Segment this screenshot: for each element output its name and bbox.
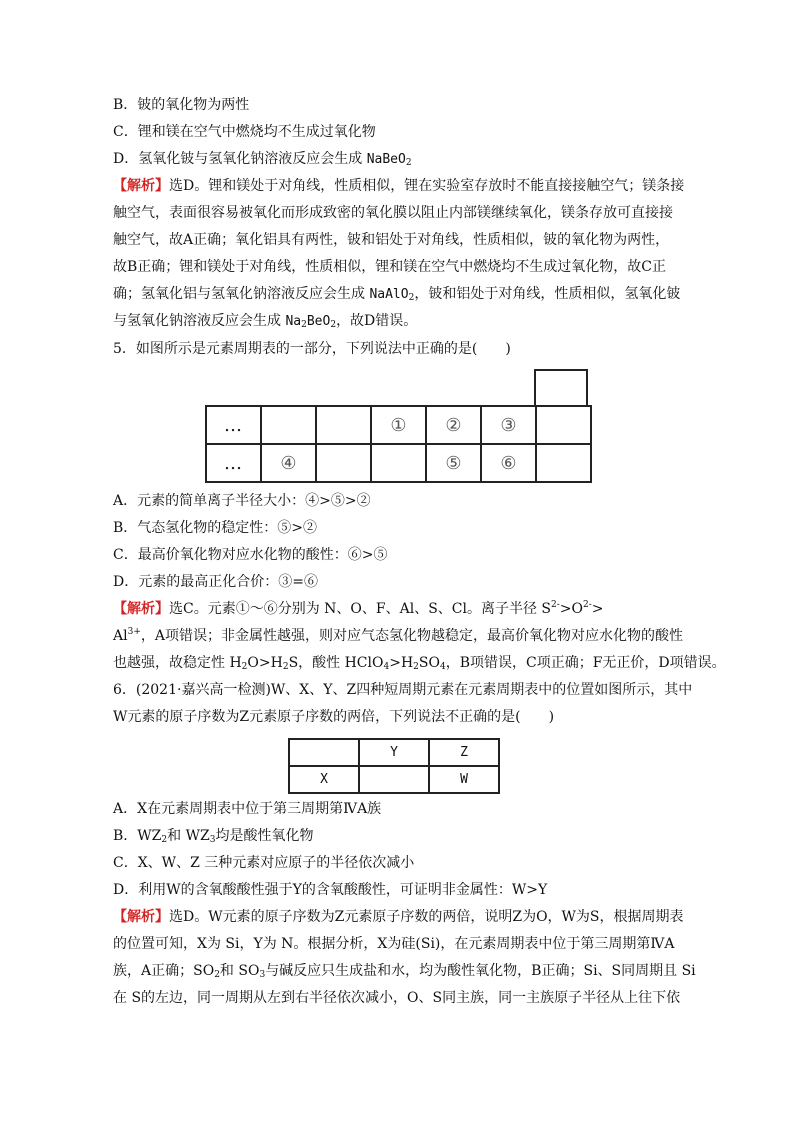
pt-cell [371,444,426,482]
q4-option-b: B．铍的氧化物为两性 [113,97,250,113]
q6-cell: Z [429,739,499,766]
q6-option-b-c: 均是酸性氧化物 [215,828,314,844]
q4-explain-line-5 [113,284,685,305]
q5-explain-line-1 [113,599,685,619]
q4-explain-6f1: Na [285,314,302,329]
q4-explain-5f: NaAlO [369,287,409,302]
q5-explain-3s1: 2 [241,662,248,672]
pt-cell: … [206,406,261,444]
q4-explain-5s: 2 [408,293,415,303]
pt-cell [536,444,591,482]
q5-stem: 5．如图所示是元素周期表的一部分，下列说法中正确的是( ) [113,341,511,357]
q6-option-b-s2: 3 [209,835,216,845]
q5-explain-3s4: 2 [413,662,419,672]
q4-explain-6a: 与氢氧化钠溶液反应会生成 [113,313,286,329]
explain-tag: 【解析】 [113,601,169,617]
q6-stem-line-2: W元素的原子序数为Z元素原子序数的两倍，下列说法不正确的是( ) [113,709,555,725]
q5-explain-3s5: 4 [439,662,446,672]
explain-tag: 【解析】 [113,178,169,194]
q4-explain-line-6 [113,311,685,332]
q6-stem-line-1: 6．(2021·嘉兴高一检测)W、X、Y、Z四种短周期元素在元素周期表中的位置如图所示，其中 [113,682,693,698]
periodic-table-row-2 [206,444,591,482]
q6-explain-line-3 [113,961,696,981]
q5-explain-1: 选C。元素①～⑥分别为 N、O、F、Al、S、Cl。离子半径 S [169,601,552,617]
q4-option-d [113,149,685,170]
pt-cell: ⑤ [426,444,481,482]
pt-cell [316,444,371,482]
q6-option-d: D．利用W的含氧酸酸性强于Y的含氧酸酸性，可证明非金属性：W>Y [113,882,548,898]
q5-explain-3b: O>H [247,655,283,671]
pt-cell [261,406,316,444]
q5-option-c: C．最高价氧化物对应水化物的酸性：⑥>⑤ [113,547,388,563]
q4-explain-5b: ，铍和铝处于对角线，性质相似，氢氧化铍 [414,286,681,302]
q5-explain-1-end: > [591,601,604,617]
q6-option-b [113,826,685,846]
periodic-table-top-cell [534,369,588,406]
q6-explain-line-1 [113,907,685,927]
pt-cell [536,406,591,444]
q6-cell [359,766,429,793]
q6-option-a: A．X在元素周期表中位于第三周期第ⅣA族 [113,801,382,817]
q6-explain-3s2: 3 [259,970,266,980]
q4-explain-6s2: 2 [330,320,337,330]
q5-explain-3s3: 4 [383,662,390,672]
q4-explain-line-3: 触空气，故A正确；氧化铝具有两性，铍和铝处于对角线，性质相似，铍的氧化物为两性， [113,232,670,248]
explain-tag: 【解析】 [113,909,169,925]
q5-explain-2-sup: 3+ [127,627,141,637]
q5-explain-line-2 [113,626,685,646]
q6-cell: Y [359,739,429,766]
q5-explain-2b: ，A项错误；非金属性越强，则对应气态氢化物越稳定，最高价氧化物对应水化物的酸性 [140,628,683,644]
q4-option-d-sub: 2 [405,158,412,168]
pt-cell: ③ [481,406,536,444]
q6-explain-3b: 和 SO [219,963,260,979]
q5-option-d: D．元素的最高正化合价：③=⑥ [113,574,318,590]
q5-explain-3c: S，酸性 HClO [288,655,384,671]
pt-cell: … [206,444,261,482]
q4-explain-6s1: 2 [301,320,307,330]
pt-cell: ① [371,406,426,444]
q6-explain-line-4: 在 S的左边，同一周期从左到右半径依次减小，O、S同主族，同一主族原子半径从上往下依 [113,990,681,1006]
q5-explain-3d: >H [389,655,414,671]
q6-option-b-a: B．WZ [113,828,162,844]
periodic-table-fragment [205,405,592,483]
q4-explain-line-1 [113,176,685,196]
q6-explain-3s1: 2 [214,970,220,980]
q6-explain-1: 选D。W元素的原子序数为Z元素原子序数的两倍，说明Z为O，W为S，根据周期表 [169,909,684,925]
q5-explain-3s2: 2 [282,662,289,672]
q4-explain-6b: ，故D错误。 [336,313,418,329]
q5-explain-1-sup2: 2- [583,600,592,610]
q4-explain-6f2: BeO [306,314,331,329]
pt-cell: ② [426,406,481,444]
q6-table-row-1 [289,739,499,766]
pt-cell: ⑥ [481,444,536,482]
pt-cell: ④ [261,444,316,482]
q4-explain-text-1: 选D。锂和镁处于对角线，性质相似，锂在实验室存放时不能直接接触空气；镁条接 [169,178,685,194]
q5-explain-2a: Al [113,628,128,644]
q6-explain-line-2: 的位置可知，X为 Si，Y为 N。根据分析，X为硅(Si)，在元素周期表中位于第三周期第ⅣA [113,936,675,952]
q6-option-b-b: 和 WZ [167,828,210,844]
q5-explain-1-sup1: 2- [551,600,560,610]
q6-option-b-s1: 2 [161,835,168,845]
q6-explain-3c: 与碱反应只生成盐和水，均为酸性氧化物，B正确；Si、S同周期且 Si [265,963,696,979]
q5-explain-line-3 [113,653,726,673]
q6-table-row-2 [289,766,499,793]
q4-explain-5a: 确；氢氧化铝与氢氧化钠溶液反应会生成 [113,286,370,302]
periodic-table-row-1 [206,406,591,444]
q6-cell [289,739,359,766]
pt-cell [316,406,371,444]
q5-explain-3a: 也越强，故稳定性 H [113,655,242,671]
q6-option-c: C．X、W、Z 三种元素对应原子的半径依次减小 [113,855,415,871]
q5-option-a: A．元素的简单离子半径大小：④>⑤>② [113,493,371,509]
q6-cell: W [429,766,499,793]
q6-element-table [288,738,500,794]
q4-explain-line-2: 触空气，表面很容易被氧化而形成致密的氧化膜以阻止内部镁继续氧化，镁条存放可直接接 [113,205,673,221]
q4-option-c: C．锂和镁在空气中燃烧均不生成过氧化物 [113,124,376,140]
q6-cell: X [289,766,359,793]
q4-explain-line-4: 故B正确；锂和镁处于对角线，性质相似，锂和镁在空气中燃烧均不生成过氧化物，故C正 [113,259,666,275]
q5-explain-1-mid: >O [559,601,584,617]
q4-option-d-formula: NaBeO [366,152,406,167]
q5-option-b: B．气态氢化物的稳定性：⑤>② [113,520,318,536]
q4-option-d-text: D．氢氧化铍与氢氧化钠溶液反应会生成 [113,151,367,167]
q6-explain-3a: 族，A正确；SO [113,963,215,979]
q5-explain-3e: SO [418,655,440,671]
q5-explain-3f: ，B项错误，C项正确；F无正价，D项错误。 [445,655,726,671]
